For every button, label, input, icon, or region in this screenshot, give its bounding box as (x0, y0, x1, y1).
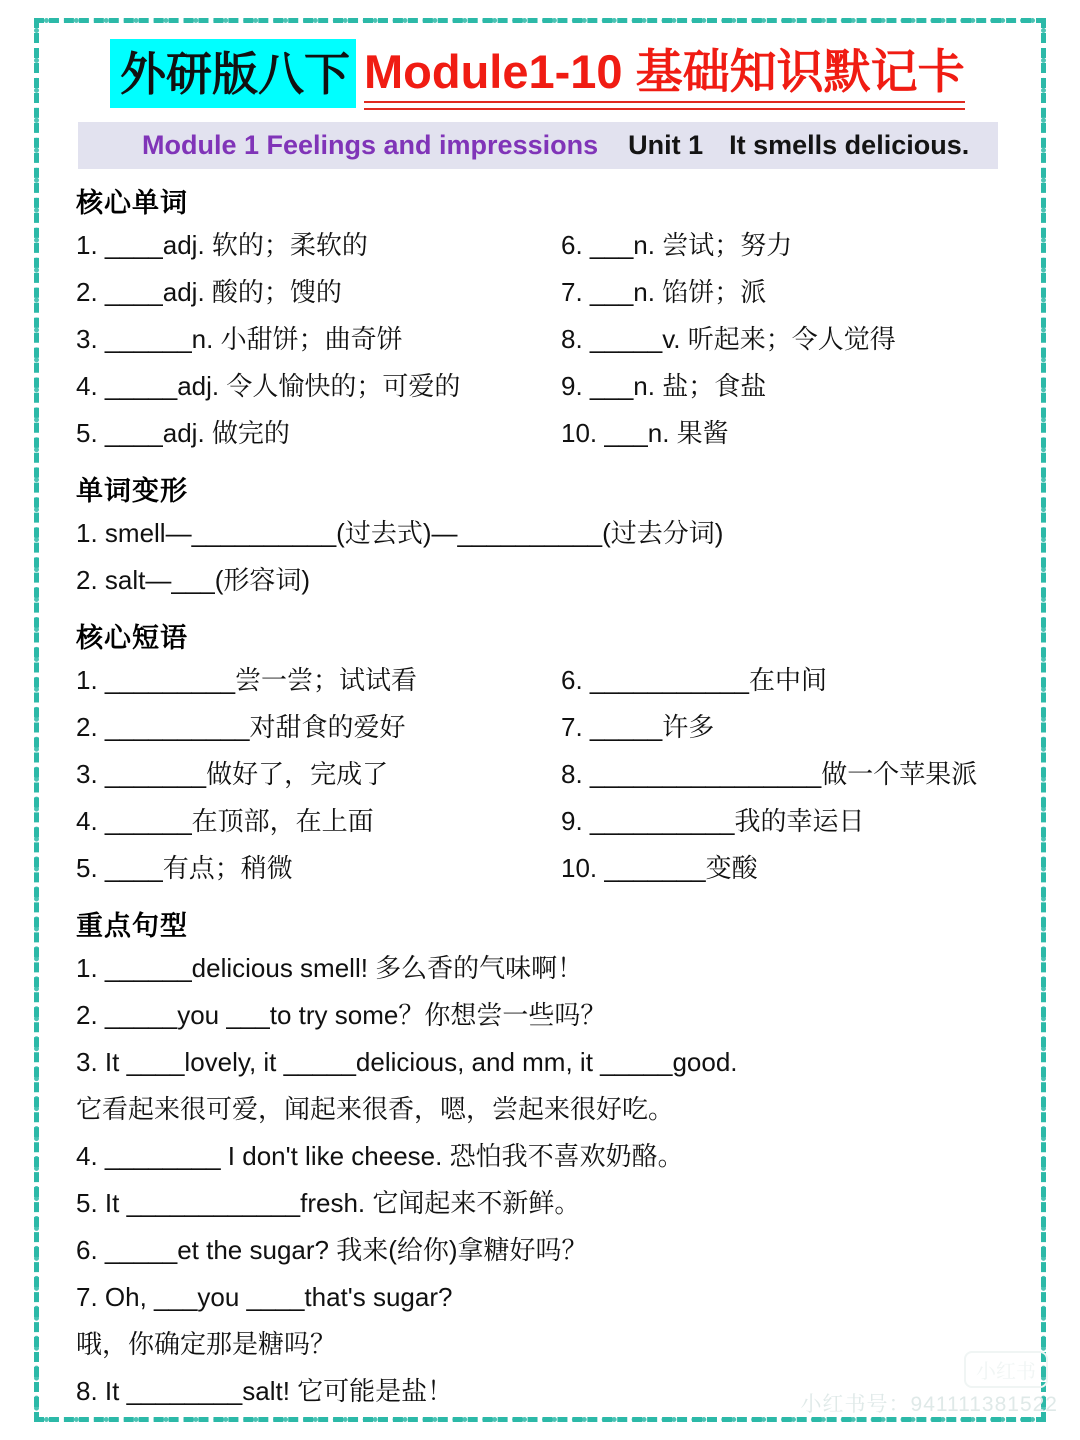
core-word-item: 4. _____adj. 令人愉快的；可爱的 (76, 371, 461, 401)
core-word-item: 8. _____v. 听起来；令人觉得 (561, 324, 896, 354)
section-heading-core-words: 核心单词 (76, 188, 188, 218)
banner-unit-title: It smells delicious. (729, 130, 970, 160)
key-sentence-item: 4. ________ I don't like cheese. 恐怕我不喜欢奶酪。 (76, 1141, 684, 1171)
core-word-item: 5. ____adj. 做完的 (76, 418, 290, 448)
title-red-wrap (364, 41, 965, 108)
banner-module-label: Module 1 Feelings and impressions (142, 130, 599, 160)
module-banner (78, 122, 998, 169)
word-form-item: 1. smell—__________(过去式)—__________(过去分词) (76, 518, 724, 548)
core-phrase-item: 8. ________________做一个苹果派 (561, 759, 978, 789)
core-word-item: 7. ___n. 馅饼；派 (561, 277, 767, 307)
core-phrase-item: 3. _______做好了，完成了 (76, 759, 389, 789)
xiaohongshu-logo-watermark: 小红书 (964, 1351, 1048, 1388)
core-word-item: 10. ___n. 果酱 (561, 418, 729, 448)
word-form-item: 2. salt—___(形容词) (76, 565, 311, 595)
core-phrase-item: 5. ____有点；稍微 (76, 853, 293, 883)
key-sentence-item: 8. It ________salt! 它可能是盐！ (76, 1376, 454, 1406)
section-heading-word-forms: 单词变形 (76, 476, 188, 506)
core-word-item: 6. ___n. 尝试；努力 (561, 230, 793, 260)
title-red-text: Module1-10 基础知识默记卡 (364, 44, 965, 98)
core-phrase-item: 7. _____许多 (561, 712, 715, 742)
core-phrase-item: 6. ___________在中间 (561, 665, 827, 695)
xiaohongshu-id-watermark: 小红书号：941111381522 (800, 1393, 1058, 1416)
page-title (110, 30, 1080, 108)
core-phrase-item: 2. __________对甜食的爱好 (76, 712, 406, 742)
section-heading-core-phrases: 核心短语 (76, 623, 188, 653)
core-word-item: 9. ___n. 盐；食盐 (561, 371, 767, 401)
key-sentence-item: 2. _____you ___to try some？你想尝一些吗？ (76, 1000, 607, 1030)
core-phrase-item: 9. __________我的幸运日 (561, 806, 865, 836)
key-sentence-item: 1. ______delicious smell! 多么香的气味啊！ (76, 953, 584, 983)
key-sentence-item: 7. Oh, ___you ____that's sugar? (76, 1282, 453, 1312)
title-highlight-text: 外研版八下 (110, 39, 356, 108)
core-phrase-item: 4. ______在顶部，在上面 (76, 806, 374, 836)
core-word-item: 3. ______n. 小甜饼；曲奇饼 (76, 324, 403, 354)
core-word-item: 2. ____adj. 酸的；馊的 (76, 277, 342, 307)
key-sentence-translation: 它看起来很可爱，闻起来很香，嗯，尝起来很好吃。 (76, 1094, 675, 1124)
core-phrases-grid (76, 657, 1046, 892)
key-sentence-item: 5. It ____________fresh. 它闻起来不新鲜。 (76, 1188, 581, 1218)
section-heading-key-sentences: 重点句型 (76, 911, 188, 941)
core-phrase-item: 1. _________尝一尝；试试看 (76, 665, 418, 695)
key-sentence-item: 6. _____et the sugar? 我来(给你)拿糖好吗？ (76, 1235, 588, 1265)
key-sentence-translation: 哦，你确定那是糖吗？ (76, 1329, 337, 1359)
key-sentence-item: 3. It ____lovely, it _____delicious, and mm, it _____good. (76, 1047, 738, 1077)
banner-unit-label: Unit 1 (628, 130, 704, 160)
core-word-item: 1. ____adj. 软的；柔软的 (76, 230, 368, 260)
core-words-grid (76, 222, 1046, 457)
core-phrase-item: 10. _______变酸 (561, 853, 758, 883)
